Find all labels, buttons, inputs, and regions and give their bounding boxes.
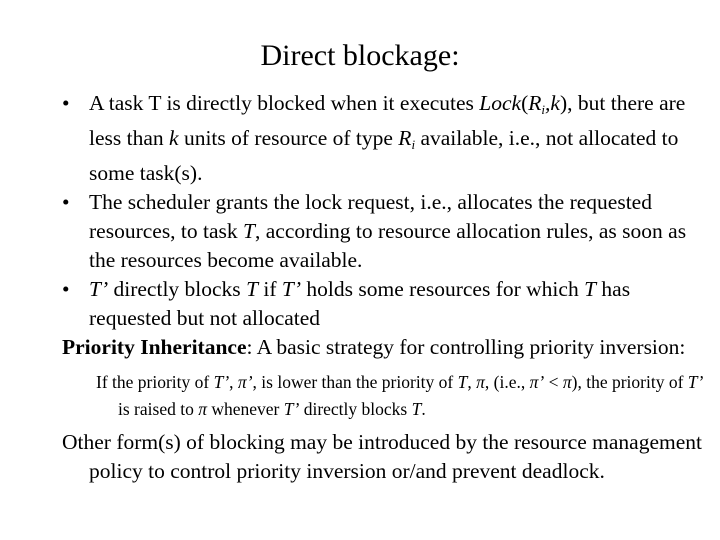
priority-inheritance-heading: Priority Inheritance bbox=[62, 335, 247, 359]
bullet-direct-block: • A task T is directly blocked when it executes $Lock(R_i,k)$, but there are less than k units of resource of type $R_i$ available, i.e., not allocated to some task(s). bbox=[62, 91, 686, 185]
bullet-scheduler: • The scheduler grants the lock request, i.e., allocates the requested resources, to task T, according to resource allocation rules, as soon as the resources become available. bbox=[62, 190, 687, 272]
bullet-t-prime-blocks: • T’ directly blocks T if T’ holds some resources for which T has requested but not allocated bbox=[62, 277, 631, 330]
bullet-dot: • bbox=[62, 190, 70, 214]
other-blocking-paragraph: Other form(s) of blocking may be introduced by the resource management policy to control priority inversion or/and prevent deadlock. bbox=[62, 430, 703, 483]
priority-inheritance-paragraph: Priority Inheritance: A basic strategy for controlling priority inversion: bbox=[62, 335, 686, 359]
bullet-dot: • bbox=[62, 277, 70, 301]
slide-title: Direct blockage: bbox=[260, 39, 460, 72]
slide-content bbox=[62, 89, 712, 486]
bullet-dot: • bbox=[62, 91, 70, 115]
priority-rule-note: If the priority of T’, π’, is lower than the priority of T, π, (i.e., π’ < π), the priority of T’ is raised to π whenever T’ directly blocks T. bbox=[96, 372, 704, 419]
